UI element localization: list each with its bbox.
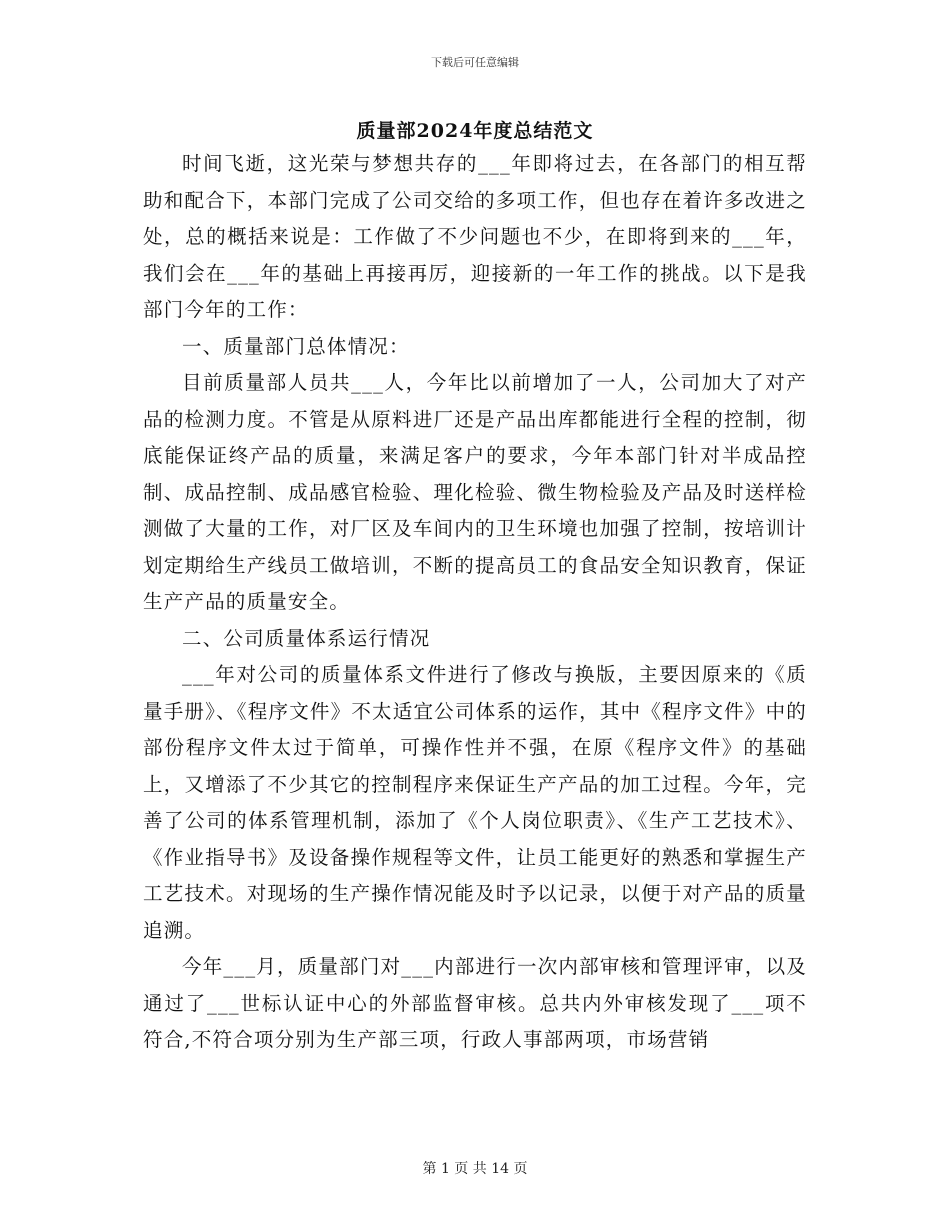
page-footer-number: 第 1 页 共 14 页 [422,1161,528,1177]
document-body [143,146,807,1059]
paragraph-quality-overview: 目前质量部人员共___人，今年比以前增加了一人，公司加大了对产品的检测力度。不管是从原料进厂还是产品出库都能进行全程的控制，彻底能保证终产品的质量，来满足客户的要求，今年本部门针对半成品控制、成品控制、成品感官检验、理化检验、微生物检验及产品及时送样检测做了大量的工作，对厂区及车间内的卫生环境也加强了控制，按培训计划定期给生产线员工做培训，不断的提高员工的食品安全知识教育，保证生产产品的质量安全。 [143,371,807,613]
paragraph-quality-system: ___年对公司的质量体系文件进行了修改与换版，主要因原来的《质量手册》、《程序文件》不太适宜公司体系的运作，其中《程序文件》中的部份程序文件太过于简单，可操作性并不强，在原《程序文件》的基础上，又增添了不少其它的控制程序来保证生产产品的加工过程。今年，完善了公司的体系管理机制，添加了《个人岗位职责》、《生产工艺技术》、《作业指导书》及设备操作规程等文件，让员工能更好的熟悉和掌握生产工艺技术。对现场的生产操作情况能及时予以记录，以便于对产品的质量追溯。 [143,663,807,942]
section-heading-2: 二、公司质量体系运行情况 [182,626,431,650]
paragraph-audit: 今年___月，质量部门对___内部进行一次内部审核和管理评审，以及通过了___世标认证中心的外部监督审核。总共内外审核发现了___项不符合,不符合项分别为生产部三项，行政人事部两项，市场营销 [143,955,807,1051]
document-title: 质量部2024年度总结范文 [356,120,594,142]
page-header-note: 下载后可任意编辑 [431,56,519,69]
section-heading-1: 一、质量部门总体情况： [182,334,410,358]
paragraph-intro: 时间飞逝，这光荣与梦想共存的___年即将过去，在各部门的相互帮助和配合下，本部门完成了公司交给的多项工作，但也存在着许多改进之处，总的概括来说是：工作做了不少问题也不少，在即将到来的___年，我们会在___年的基础上再接再厉，迎接新的一年工作的挑战。以下是我部门今年的工作： [143,152,807,321]
